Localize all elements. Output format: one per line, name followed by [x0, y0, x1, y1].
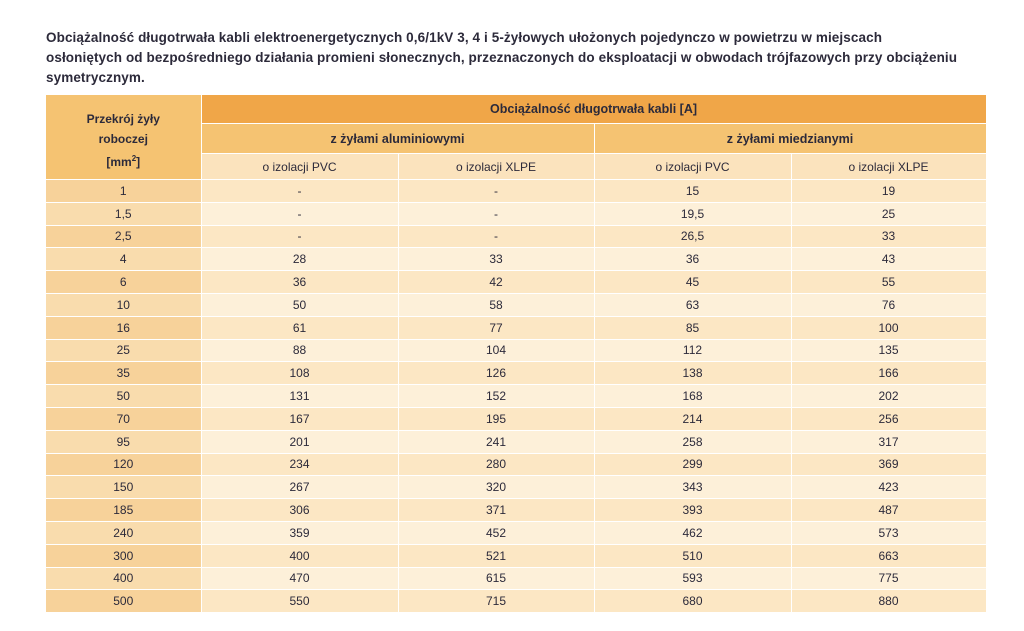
cross-section-cell: 10: [46, 293, 201, 316]
ampacity-cell: 45: [594, 271, 791, 294]
table-row: [46, 544, 986, 567]
ampacity-cell: 43: [791, 248, 986, 271]
unit-suffix: ]: [136, 155, 141, 169]
ampacity-cell: 55: [791, 271, 986, 294]
cross-section-cell: 120: [46, 453, 201, 476]
table-row: [46, 430, 986, 453]
ampacity-cell: 85: [594, 316, 791, 339]
table-row: [46, 225, 986, 248]
ampacity-cell: 152: [398, 385, 594, 408]
ampacity-cell: 775: [791, 567, 986, 590]
cross-section-cell: 185: [46, 499, 201, 522]
aluminium-group-header: z żyłami aluminiowymi: [201, 124, 594, 154]
cross-section-cell: 240: [46, 521, 201, 544]
cross-section-cell: 400: [46, 567, 201, 590]
ampacity-cell: 36: [201, 271, 398, 294]
ampacity-cell: 19: [791, 180, 986, 203]
ampacity-cell: 42: [398, 271, 594, 294]
ampacity-cell: 28: [201, 248, 398, 271]
ampacity-cell: 573: [791, 521, 986, 544]
table-row: [46, 180, 986, 203]
table-row: [46, 521, 986, 544]
cross-section-cell: 25: [46, 339, 201, 362]
cross-section-cell: 2,5: [46, 225, 201, 248]
ampacity-cell: 15: [594, 180, 791, 203]
cross-section-cell: 70: [46, 407, 201, 430]
ampacity-cell: 880: [791, 590, 986, 613]
ampacity-cell: 33: [791, 225, 986, 248]
ampacity-cell: 715: [398, 590, 594, 613]
cross-section-cell: 35: [46, 362, 201, 385]
ampacity-cell: 77: [398, 316, 594, 339]
ampacity-cell: 214: [594, 407, 791, 430]
ampacity-cell: 521: [398, 544, 594, 567]
ampacity-cell: 258: [594, 430, 791, 453]
table-row: [46, 293, 986, 316]
table-row: [46, 453, 986, 476]
table-row: [46, 248, 986, 271]
ampacity-main-header: Obciążalność długotrwała kabli [A]: [201, 95, 986, 124]
title-line-1: Obciążalność długotrwała kabli elektroenergetycznych 0,6/1kV 3, 4 i 5-żyłowych ułożonych pojedynczo w powietrzu w miejscach: [46, 30, 883, 45]
title-line-2: osłoniętych od bezpośredniego działania promieni słonecznych, przeznaczonych do eksploatacji w obwodach trójfazowych przy obciążeniu: [46, 50, 958, 65]
ampacity-cell: 470: [201, 567, 398, 590]
ampacity-cell: 88: [201, 339, 398, 362]
table-row: [46, 316, 986, 339]
ampacity-cell: 400: [201, 544, 398, 567]
ampacity-cell: 663: [791, 544, 986, 567]
ampacity-cell: 135: [791, 339, 986, 362]
ampacity-cell: 369: [791, 453, 986, 476]
cross-section-cell: 16: [46, 316, 201, 339]
ampacity-cell: 393: [594, 499, 791, 522]
ampacity-cell: 50: [201, 293, 398, 316]
ampacity-cell: 267: [201, 476, 398, 499]
copper-group-header: z żyłami miedzianymi: [594, 124, 986, 154]
ampacity-cell: 100: [791, 316, 986, 339]
cross-section-header-unit: [46, 149, 201, 172]
ampacity-cell: 167: [201, 407, 398, 430]
cross-section-cell: 150: [46, 476, 201, 499]
ampacity-cell: 280: [398, 453, 594, 476]
table-body: [46, 180, 986, 613]
ampacity-cell: 25: [791, 202, 986, 225]
cross-section-header-line-2: roboczej: [98, 132, 148, 146]
table-row: [46, 476, 986, 499]
ampacity-cell: 510: [594, 544, 791, 567]
ampacity-cell: 195: [398, 407, 594, 430]
ampacity-cell: 306: [201, 499, 398, 522]
ampacity-cell: 234: [201, 453, 398, 476]
unit-prefix: [mm: [106, 155, 132, 169]
cross-section-cell: 95: [46, 430, 201, 453]
ampacity-cell: 58: [398, 293, 594, 316]
ampacity-table: [46, 95, 987, 613]
ampacity-cell: 452: [398, 521, 594, 544]
ampacity-cell: 550: [201, 590, 398, 613]
ampacity-cell: 320: [398, 476, 594, 499]
document-title: [46, 28, 976, 88]
ampacity-cell: 371: [398, 499, 594, 522]
ampacity-cell: 19,5: [594, 202, 791, 225]
table-row: [46, 385, 986, 408]
ampacity-cell: 168: [594, 385, 791, 408]
ampacity-cell: 33: [398, 248, 594, 271]
ampacity-cell: 299: [594, 453, 791, 476]
ampacity-cell: -: [201, 225, 398, 248]
table-row: [46, 271, 986, 294]
ampacity-cell: 202: [791, 385, 986, 408]
table-row: [46, 499, 986, 522]
ampacity-cell: 63: [594, 293, 791, 316]
ampacity-cell: 26,5: [594, 225, 791, 248]
ampacity-cell: 615: [398, 567, 594, 590]
al-pvc-header: o izolacji PVC: [201, 154, 398, 180]
unit-exponent: 2: [131, 154, 137, 163]
ampacity-cell: 131: [201, 385, 398, 408]
ampacity-cell: 126: [398, 362, 594, 385]
cross-section-cell: 500: [46, 590, 201, 613]
cross-section-cell: 1: [46, 180, 201, 203]
cross-section-header-line-1: Przekrój żyły: [86, 112, 160, 126]
ampacity-cell: 36: [594, 248, 791, 271]
table-row: [46, 567, 986, 590]
ampacity-cell: 359: [201, 521, 398, 544]
cross-section-header: [46, 95, 201, 180]
ampacity-cell: 201: [201, 430, 398, 453]
ampacity-cell: 108: [201, 362, 398, 385]
ampacity-cell: -: [201, 180, 398, 203]
cu-xlpe-header: o izolacji XLPE: [791, 154, 986, 180]
ampacity-cell: -: [398, 225, 594, 248]
ampacity-cell: 256: [791, 407, 986, 430]
title-line-3: symetrycznym.: [46, 70, 145, 85]
cross-section-cell: 50: [46, 385, 201, 408]
cross-section-cell: 1,5: [46, 202, 201, 225]
ampacity-cell: 680: [594, 590, 791, 613]
table-row: [46, 590, 986, 613]
cross-section-cell: 300: [46, 544, 201, 567]
ampacity-cell: 423: [791, 476, 986, 499]
table-row: [46, 362, 986, 385]
ampacity-cell: 76: [791, 293, 986, 316]
ampacity-cell: 104: [398, 339, 594, 362]
ampacity-cell: 343: [594, 476, 791, 499]
ampacity-cell: 241: [398, 430, 594, 453]
ampacity-cell: 61: [201, 316, 398, 339]
ampacity-cell: -: [398, 180, 594, 203]
ampacity-cell: 112: [594, 339, 791, 362]
al-xlpe-header: o izolacji XLPE: [398, 154, 594, 180]
ampacity-cell: 487: [791, 499, 986, 522]
cu-pvc-header: o izolacji PVC: [594, 154, 791, 180]
table-row: [46, 407, 986, 430]
ampacity-cell: 138: [594, 362, 791, 385]
cross-section-cell: 6: [46, 271, 201, 294]
table-row: [46, 339, 986, 362]
ampacity-cell: -: [398, 202, 594, 225]
cross-section-cell: 4: [46, 248, 201, 271]
ampacity-cell: -: [201, 202, 398, 225]
ampacity-cell: 166: [791, 362, 986, 385]
table-row: [46, 202, 986, 225]
ampacity-cell: 317: [791, 430, 986, 453]
ampacity-cell: 462: [594, 521, 791, 544]
ampacity-cell: 593: [594, 567, 791, 590]
